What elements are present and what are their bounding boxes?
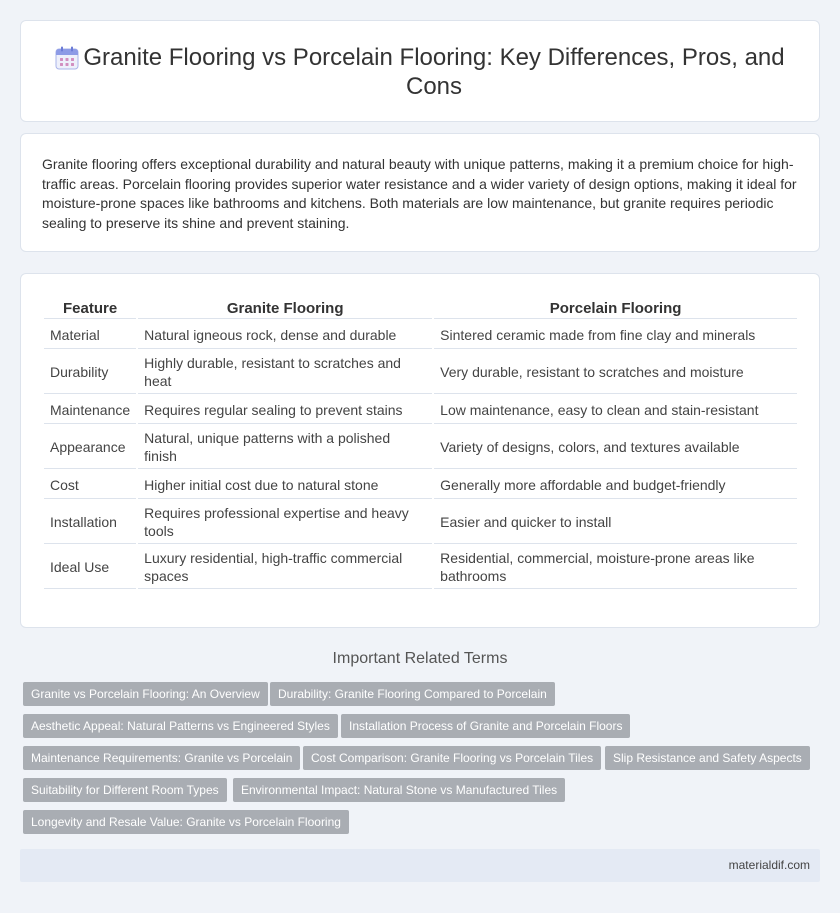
granite-cell: Higher initial cost due to natural stone [138,471,432,499]
porcelain-cell: Very durable, resistant to scratches and moisture [434,351,797,394]
granite-cell: Luxury residential, high-traffic commercial spaces [138,546,432,589]
porcelain-cell: Low maintenance, easy to clean and stain-resistant [434,396,797,424]
table-header-row [44,297,797,319]
header-granite: Granite Flooring [138,297,432,319]
related-tag[interactable]: Aesthetic Appeal: Natural Patterns vs Engineered Styles [23,714,338,738]
title-card [20,20,820,122]
page-title: Granite Flooring vs Porcelain Flooring: Key Differences, Pros, and Cons [83,44,785,100]
header-feature: Feature [44,297,136,319]
granite-cell: Requires professional expertise and heavy tools [138,501,432,544]
feature-cell: Durability [44,351,136,394]
porcelain-cell: Generally more affordable and budget-friendly [434,471,797,499]
table-row [44,546,797,589]
related-tag[interactable]: Slip Resistance and Safety Aspects [605,746,810,770]
granite-cell: Highly durable, resistant to scratches and heat [138,351,432,394]
table-row [44,321,797,349]
granite-cell: Natural, unique patterns with a polished finish [138,426,432,469]
feature-cell: Appearance [44,426,136,469]
table-row [44,396,797,424]
header-porcelain: Porcelain Flooring [434,297,797,319]
granite-cell: Natural igneous rock, dense and durable [138,321,432,349]
porcelain-cell: Easier and quicker to install [434,501,797,544]
feature-cell: Installation [44,501,136,544]
intro-paragraph: Granite flooring offers exceptional durability and natural beauty with unique patterns, making it a premium choice for high-traffic areas. Porcelain flooring provides superior water resistance and a wider variety of design options, making it ideal for moisture-prone spaces like bathrooms and kitchens. Both materials are low maintenance, but granite requires periodic sealing to preserve its shine and prevent staining. [42,156,797,231]
related-tag[interactable]: Durability: Granite Flooring Compared to Porcelain [270,682,555,706]
related-tag[interactable]: Maintenance Requirements: Granite vs Porcelain [23,746,300,770]
porcelain-cell: Sintered ceramic made from fine clay and minerals [434,321,797,349]
related-terms-heading: Important Related Terms [332,650,508,667]
related-tag[interactable]: Installation Process of Granite and Porcelain Floors [341,714,630,738]
granite-cell: Requires regular sealing to prevent stains [138,396,432,424]
feature-cell: Maintenance [44,396,136,424]
table-row [44,351,797,394]
porcelain-cell: Variety of designs, colors, and textures available [434,426,797,469]
comparison-table [42,295,799,591]
comparison-card [20,273,820,628]
porcelain-cell: Residential, commercial, moisture-prone areas like bathrooms [434,546,797,589]
table-row [44,501,797,544]
table-row [44,426,797,469]
table-row [44,471,797,499]
feature-cell: Ideal Use [44,546,136,589]
feature-cell: Cost [44,471,136,499]
intro-card [20,133,820,252]
footer-site-name[interactable]: materialdif.com [728,858,810,872]
footer [20,849,820,882]
related-tag[interactable]: Cost Comparison: Granite Flooring vs Porcelain Tiles [303,746,601,770]
related-tag[interactable]: Environmental Impact: Natural Stone vs Manufactured Tiles [233,778,565,802]
related-tag[interactable]: Longevity and Resale Value: Granite vs Porcelain Flooring [23,810,349,834]
feature-cell: Material [44,321,136,349]
related-tag[interactable]: Granite vs Porcelain Flooring: An Overview [23,682,268,706]
related-tag[interactable]: Suitability for Different Room Types [23,778,227,802]
